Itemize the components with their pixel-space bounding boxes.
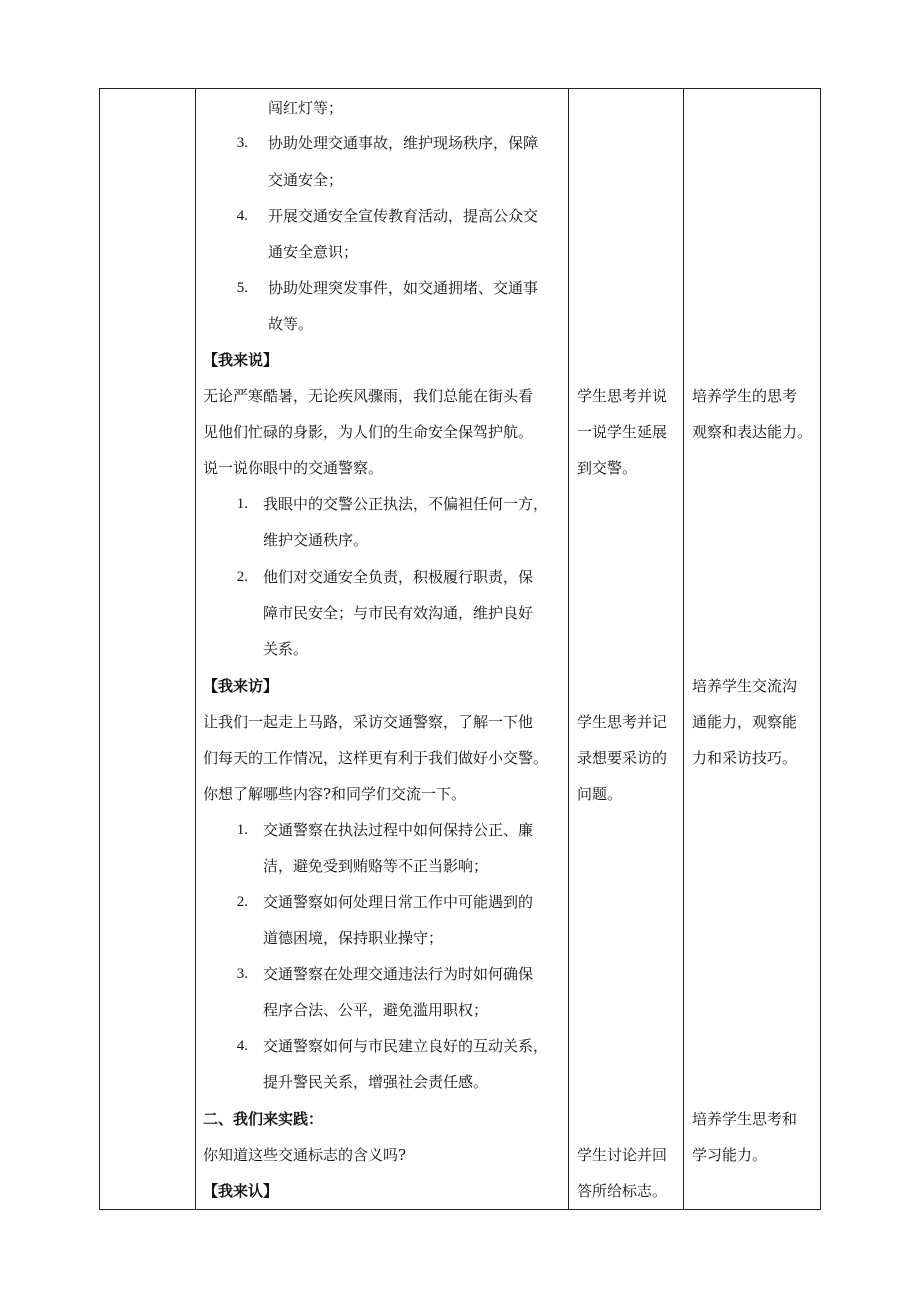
student-activity-line: 答所给标志。 (577, 1182, 668, 1200)
list-item-text: 交通警察如何处理日常工作中可能遇到的 (263, 893, 534, 911)
purpose-line: 培养学生的思考 (692, 387, 798, 405)
paragraph-line: 让我们一起走上马路，采访交通警察，了解一下他 (203, 713, 534, 731)
paragraph-line: 你想了解哪些内容?和同学们交流一下。 (203, 785, 467, 803)
student-activity-line: 一说学生延展 (577, 423, 668, 441)
list-number: 2. (236, 569, 248, 585)
list-number: 1. (236, 822, 248, 838)
list-item-text: 道德困境，保持职业操守； (263, 929, 444, 947)
list-item-text: 洁，避免受到贿赂等不正当影响； (263, 857, 489, 875)
section-heading: 【我来说】 (203, 351, 279, 369)
paragraph-line: 见他们忙碌的身影，为人们的生命安全保驾护航。 (203, 423, 534, 441)
purpose-line: 观察和表达能力。 (692, 423, 813, 441)
list-item-text: 故等。 (268, 315, 314, 333)
paragraph-line: 无论严寒酷暑，无论疾风骤雨，我们总能在街头看 (203, 387, 534, 405)
list-number: 3. (236, 966, 248, 982)
list-item-text: 通安全意识； (268, 243, 359, 261)
list-number: 3. (236, 135, 248, 151)
list-item-text: 提升警民关系，增强社会责任感。 (263, 1073, 489, 1091)
list-number: 2. (236, 894, 248, 910)
column-divider (683, 89, 684, 1209)
student-activity-line: 问题。 (577, 785, 623, 803)
list-item-text: 交通警察在执法过程中如何保持公正、廉 (263, 821, 534, 839)
paragraph-line: 们每天的工作情况，这样更有利于我们做好小交警。 (203, 749, 549, 767)
list-item-text: 程序合法、公平，避免滥用职权； (263, 1001, 489, 1019)
section-heading: 【我来认】 (203, 1182, 279, 1200)
section-heading: 二、我们来实践： (203, 1110, 324, 1128)
list-item-text: 他们对交通安全负责，积极履行职责，保 (263, 568, 534, 586)
list-item-text: 交通警察在处理交通违法行为时如何确保 (263, 965, 534, 983)
list-item-text: 维护交通秩序。 (263, 531, 369, 549)
purpose-line: 通能力，观察能 (692, 713, 798, 731)
list-number: 5. (236, 280, 248, 296)
list-number: 1. (236, 496, 248, 512)
content-line: 闯红灯等； (268, 99, 344, 117)
student-activity-line: 学生思考并说 (577, 387, 668, 405)
section-heading: 【我来访】 (203, 677, 279, 695)
list-item-text: 协助处理交通事故，维护现场秩序，保障 (268, 134, 539, 152)
purpose-line: 培养学生思考和 (692, 1110, 798, 1128)
purpose-line: 力和采访技巧。 (692, 749, 798, 767)
list-item-text: 我眼中的交警公正执法，不偏袒任何一方， (263, 495, 549, 513)
list-number: 4. (236, 1038, 248, 1054)
list-item-text: 协助处理突发事件，如交通拥堵、交通事 (268, 279, 539, 297)
list-item-text: 开展交通安全宣传教育活动，提高公众交 (268, 207, 539, 225)
column-divider (568, 89, 569, 1209)
student-activity-line: 到交警。 (577, 459, 638, 477)
purpose-line: 学习能力。 (692, 1146, 768, 1164)
list-number: 4. (236, 208, 248, 224)
student-activity-line: 学生讨论并回 (577, 1146, 668, 1164)
list-item-text: 关系。 (263, 640, 309, 658)
student-activity-line: 录想要采访的 (577, 749, 668, 767)
purpose-line: 培养学生交流沟 (692, 677, 798, 695)
list-item-text: 交通安全； (268, 171, 344, 189)
list-item-text: 障市民安全；与市民有效沟通，维护良好 (263, 604, 534, 622)
paragraph-line: 说一说你眼中的交通警察。 (203, 459, 384, 477)
column-divider (195, 89, 196, 1209)
student-activity-line: 学生思考并记 (577, 713, 668, 731)
paragraph-line: 你知道这些交通标志的含义吗? (203, 1146, 407, 1164)
list-item-text: 交通警察如何与市民建立良好的互动关系， (263, 1037, 549, 1055)
